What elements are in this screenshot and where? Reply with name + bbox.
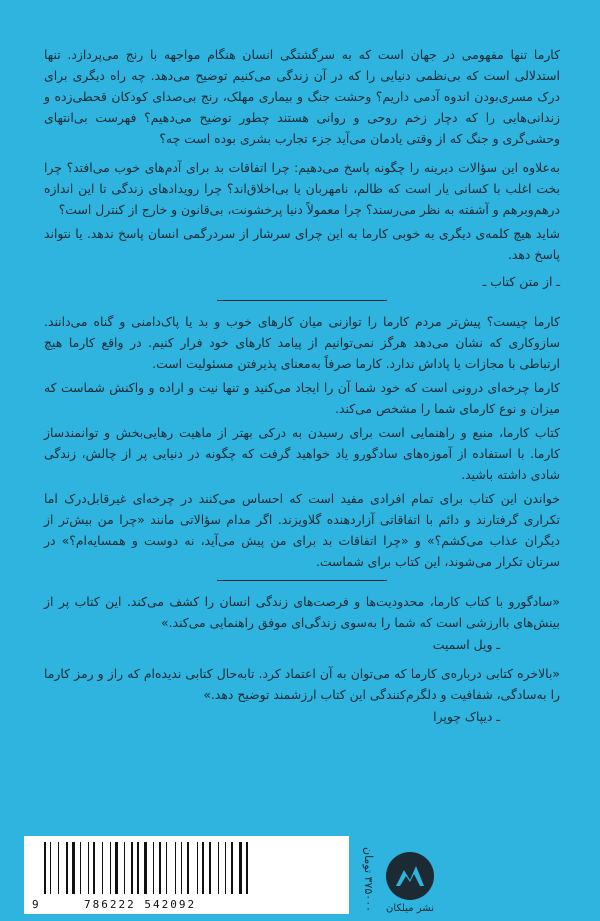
paragraph: کارما چرخه‌ای درونی است که خود شما آن را ایجاد می‌کنید و تنها نیت و اراده و واکنش شماست که میزان و نوع کارمای شما را مشخص می‌کند. <box>44 380 560 416</box>
isbn-barcode <box>24 836 349 914</box>
back-cover-text <box>44 44 560 727</box>
paragraph: شاید هیچ کلمه‌ی دیگری به خوبی کارما به این چرای سرشار از سردرگمی انسان پاسخ ندهد. یا نتواند پاسخ دهد. <box>44 226 560 262</box>
source-note: ـ از متن کتاب ـ <box>482 274 560 289</box>
price-label: ۳۷۵۰۰۰ تومان <box>362 846 375 912</box>
divider <box>217 300 387 301</box>
barcode-bars <box>44 842 314 894</box>
paragraph: کتاب کارما، منبع و راهنمایی است برای رسیدن به درکی بهتر از ماهیت رهایی‌بخش و توانمندساز کارما. با استفاده از آموزه‌های سادگورو یاد خواهید گرفت که چگونه در دنیایی پر از چالش، زندگی شادی داشته باشید. <box>44 425 560 482</box>
publisher-name: نشر میلکان <box>386 903 434 914</box>
endorsement-author: ـ ویل اسمیت <box>432 637 500 652</box>
paragraph: به‌علاوه این سؤالات دیرینه را چگونه پاسخ می‌دهیم: چرا اتفاقات بد برای آدم‌های خوب می‌افتد؟ چرا بخت اغلب با کسانی یار است که ظالم، نامهربان یا بی‌اخلاق‌اند؟ چرا رویدادهای زندگی تا این اندازه درهم‌وبرهم و آشفته به نظر می‌رسند؟ چرا معمولاً دنیا پرخشونت، بی‌قانون و خارج از کنترل است؟ <box>44 160 560 217</box>
paragraph: کارما تنها مفهومی در جهان است که به سرگشتگی انسان هنگام مواجهه با رنج می‌پردازد. تنها استدلالی است که بی‌نظمی دنیایی را که در آن زندگی می‌کنیم توضیح می‌دهد. چه راه دیگری برای درک مسری‌بودن اندوه آدمی داریم؟ وحشت جنگ و بیماری مهلک، رنج بی‌صدای کودکان قحطی‌زده و زندانی‌هایی را که دچار زخم روحی و روانی هستند چطور توضیح می‌دهیم؟ فهرست بی‌انتهای وحشی‌گری و جنگ که از وقتی یادمان می‌آید جزء تجارب بشری بوده است چه؟ <box>44 47 560 146</box>
endorsement-quote: «بالاخره کتابی درباره‌ی کارما که می‌توان به آن اعتماد کرد. تابه‌حال کتابی ندیده‌ام که راز و رمز کارما را به‌سادگی، شفافیت و دلگرم‌کنندگی این کتاب ارزشمند توضیح دهد.» <box>44 666 560 702</box>
endorsement-author: ـ دیپاک چوپرا <box>433 709 500 724</box>
publisher-logo-icon <box>380 848 440 908</box>
endorsement-quote: «سادگورو با کتاب کارما، محدودیت‌ها و فرصت‌های زندگی انسان را کشف می‌کند. این کتاب پر از بینش‌های باارزشی است که شما را به‌سوی زندگی‌ای موفق راهنمایی می‌کند.» <box>44 594 560 630</box>
paragraph: خواندن این کتاب برای تمام افرادی مفید است که احساس می‌کنند در چرخه‌ای غیرقابل‌درک اما تکراری گرفتارند و دائم با اتفاقاتی آزاردهنده گلاویزند. اگر مدام سؤالاتی مانند «چرا من بیش‌تر از دیگران عذاب می‌کشم؟» و «چرا اتفاقات بد برای من پیش می‌آید، نه دوست و همسایه‌ام؟» در سرتان تکرار می‌شوند، این کتاب برای شماست. <box>44 491 560 569</box>
barcode-digits: 786222 542092 <box>84 898 197 911</box>
endorsement <box>44 591 560 655</box>
divider <box>217 580 387 581</box>
endorsement <box>44 663 560 727</box>
paragraph: کارما چیست؟ پیش‌تر مردم کارما را توازنی میان کارهای خوب و بد یا پاک‌دامنی و گناه می‌دانند. سازوکاری که نشان می‌دهد هرگز نمی‌توانیم از پیامد کارهای خود فرار کنیم. در واقع کارما هیچ ارتباطی با مجازات یا پاداش ندارد. کارما صرفاً به‌معنای پذیرفتن مسئولیت است. <box>44 314 560 371</box>
barcode-lead-digit: 9 <box>32 898 39 911</box>
